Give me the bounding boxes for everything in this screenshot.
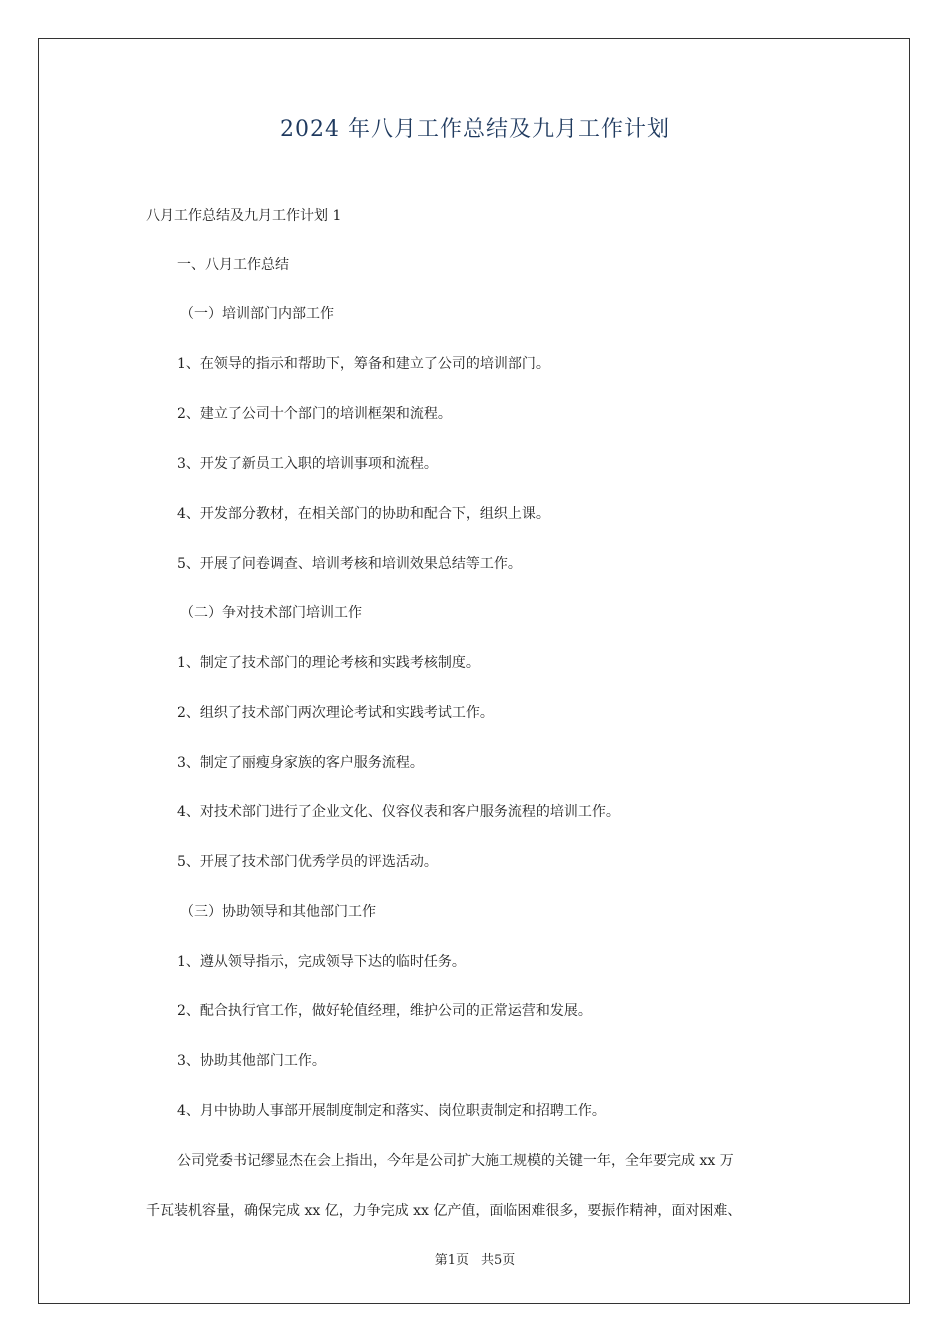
list-item: 4、对技术部门进行了企业文化、仪容仪表和客户服务流程的培训工作。	[177, 804, 620, 820]
page-footer	[0, 1249, 950, 1268]
list-item: 3、开发了新员工入职的培训事项和流程。	[177, 456, 438, 472]
page-number: 第1页	[434, 1253, 469, 1268]
list-item: 2、建立了公司十个部门的培训框架和流程。	[177, 406, 452, 422]
section-heading: 一、八月工作总结	[177, 257, 289, 273]
paragraph-line: 公司党委书记缪显杰在会上指出，今年是公司扩大施工规模的关键一年，全年要完成 xx 万	[177, 1153, 734, 1169]
subsection-heading: （二）争对技术部门培训工作	[180, 605, 362, 621]
paragraph-line: 千瓦装机容量，确保完成 xx 亿，力争完成 xx 亿产值，面临困难很多，要振作精神，面对困难、	[146, 1203, 742, 1219]
list-item: 4、开发部分教材，在相关部门的协助和配合下，组织上课。	[177, 506, 550, 522]
document-title: 2024 年八月工作总结及九月工作计划	[280, 117, 670, 142]
page-total: 共5页	[481, 1253, 516, 1268]
list-item: 2、组织了技术部门两次理论考试和实践考试工作。	[177, 705, 494, 721]
list-item: 3、协助其他部门工作。	[177, 1053, 326, 1069]
subsection-heading: （三）协助领导和其他部门工作	[180, 904, 376, 920]
list-item: 4、月中协助人事部开展制度制定和落实、岗位职责制定和招聘工作。	[177, 1103, 606, 1119]
list-item: 5、开展了技术部门优秀学员的评选活动。	[177, 854, 438, 870]
list-item: 1、制定了技术部门的理论考核和实践考核制度。	[177, 655, 480, 671]
list-item: 1、在领导的指示和帮助下，筹备和建立了公司的培训部门。	[177, 356, 550, 372]
list-item: 2、配合执行官工作，做好轮值经理，维护公司的正常运营和发展。	[177, 1003, 592, 1019]
document-subtitle: 八月工作总结及九月工作计划 1	[146, 208, 342, 224]
list-item: 1、遵从领导指示，完成领导下达的临时任务。	[177, 954, 466, 970]
list-item: 5、开展了问卷调查、培训考核和培训效果总结等工作。	[177, 556, 522, 572]
list-item: 3、制定了丽瘦身家族的客户服务流程。	[177, 755, 424, 771]
subsection-heading: （一）培训部门内部工作	[180, 306, 334, 322]
